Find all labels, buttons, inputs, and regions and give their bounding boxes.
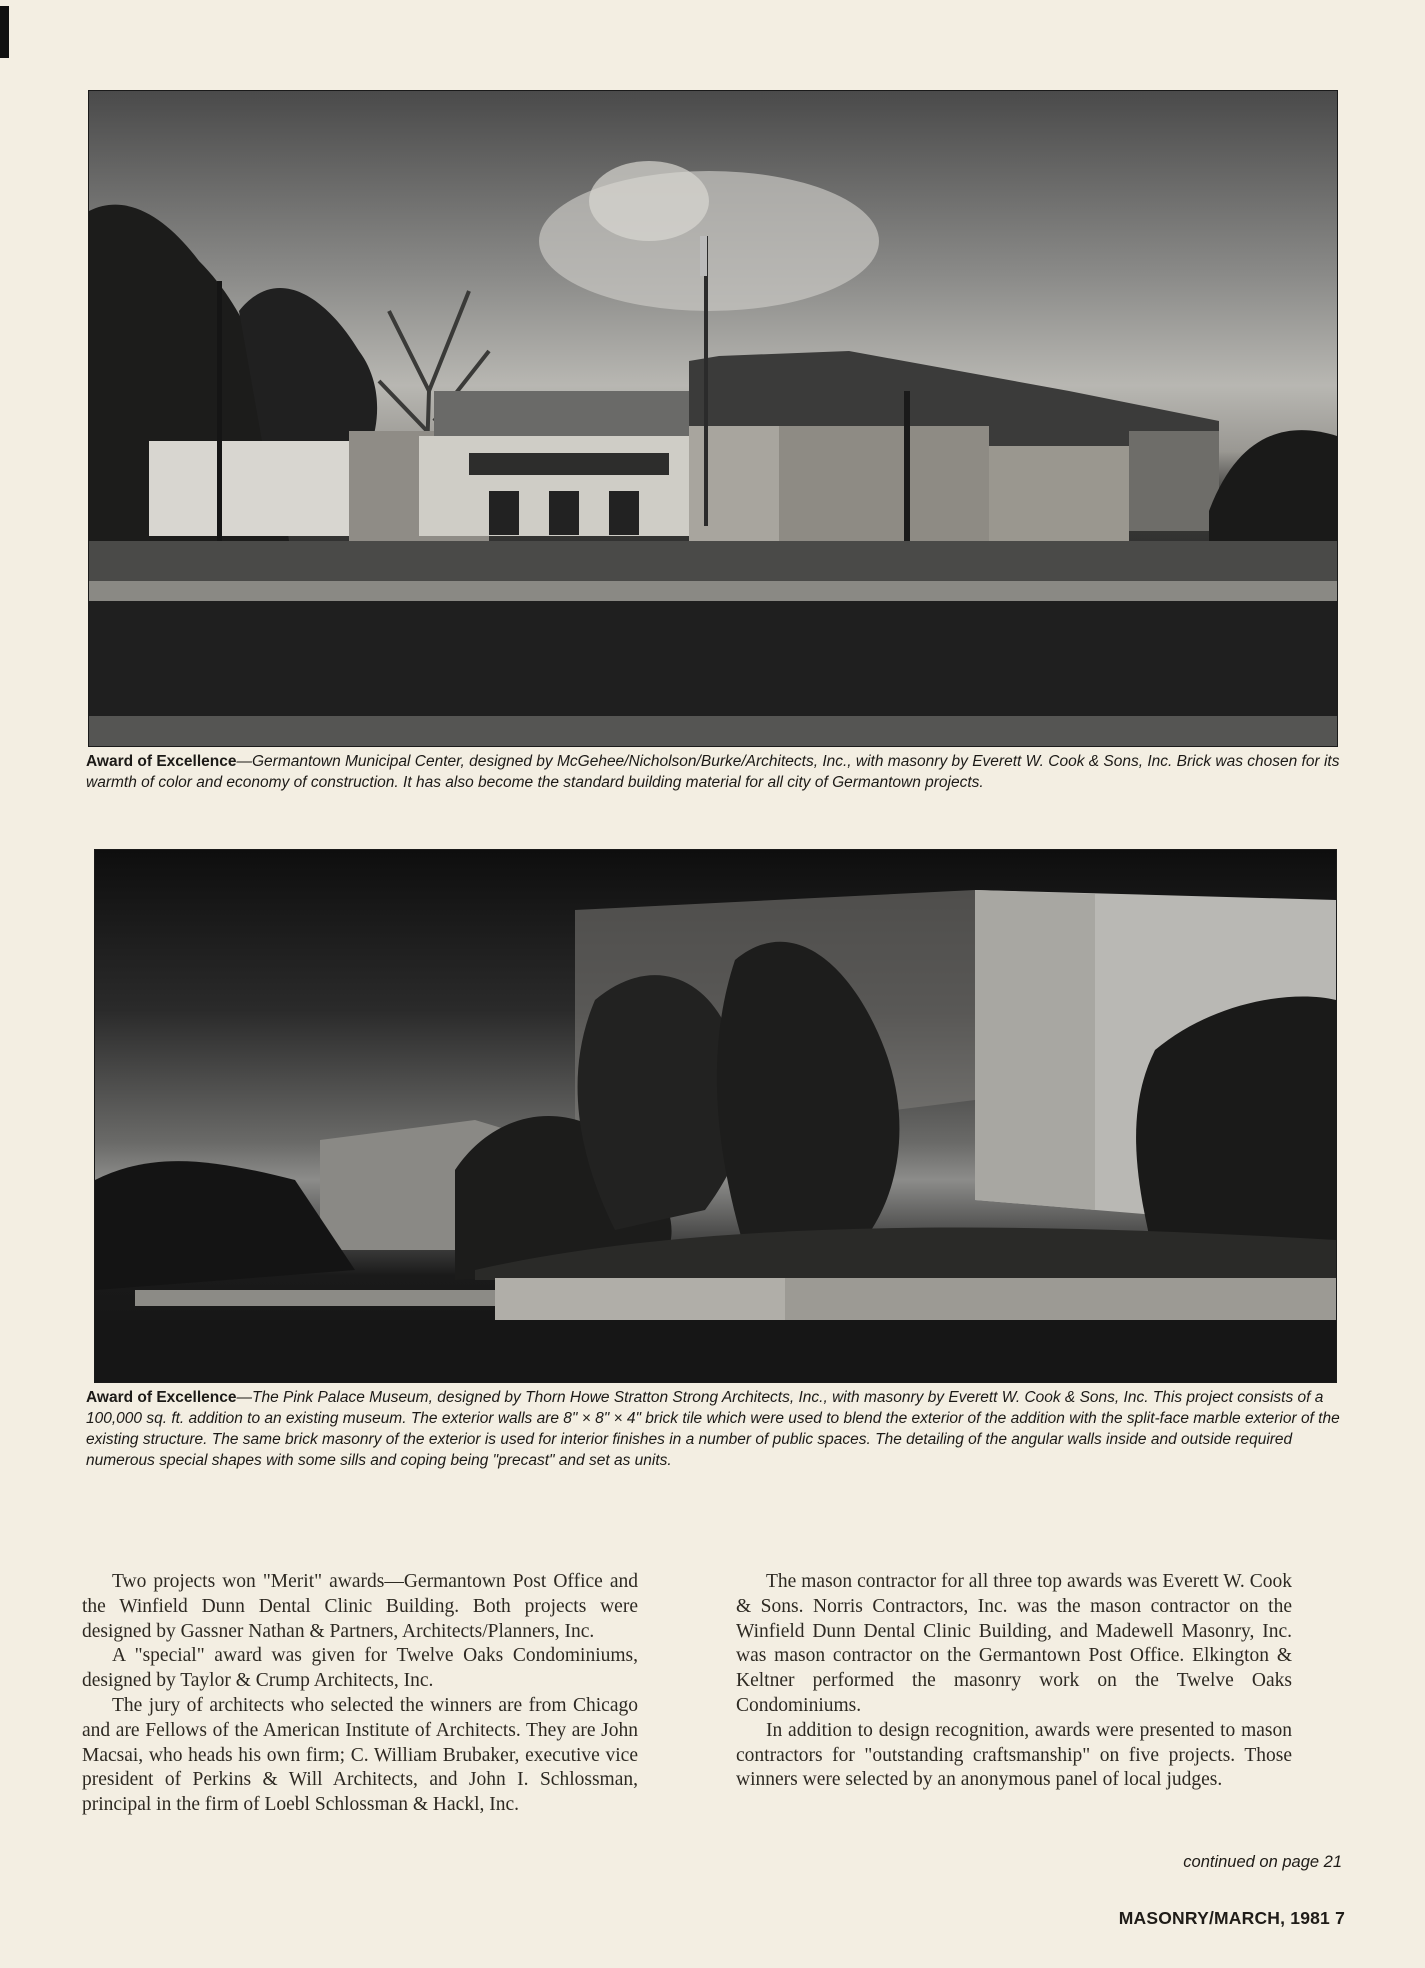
body-column-left: [82, 1570, 638, 1818]
page-number: 7: [1335, 1908, 1345, 1928]
caption-text: —The Pink Palace Museum, designed by Thorn Howe Stratton Strong Architects, Inc., with masonry by Everett W. Cook & Sons, Inc. This project consists of a 100,000 sq. ft. addition to an existing museum. The exterior walls are 8" × 8" × 4" brick tile which were used to blend the exterior of the addition with the split-face marble exterior of the existing structure. The same brick masonry of the exterior is used for interior finishes in a number of public spaces. The detailing of the angular walls inside and outside required numerous special shapes with some sills and coping being "precast" and set as units.: [86, 1389, 1340, 1469]
page-edge-mark: [0, 6, 9, 58]
photo-caption-germantown: [86, 751, 1346, 793]
paragraph: A "special" award was given for Twelve Oaks Condominiums, designed by Taylor & Crump Architects, Inc.: [82, 1645, 638, 1692]
caption-text: —Germantown Municipal Center, designed by McGehee/Nicholson/Burke/Architects, Inc., with masonry by Everett W. Cook & Sons, Inc. Brick was chosen for its warmth of color and economy of construction. It has also become the standard building material for all city of Germantown projects.: [86, 753, 1340, 791]
continued-note: continued on page 21: [1183, 1853, 1342, 1871]
paragraph: The jury of architects who selected the winners are from Chicago and are Fellows of the American Institute of Architects. They are John Macsai, who heads his own firm; C. William Brubaker, executive vice president of Perkins & Will Architects, and John I. Schlossman, principal in the firm of Loebl Schlossman & Hackl, Inc.: [82, 1694, 638, 1816]
paragraph: The mason contractor for all three top awards was Everett W. Cook & Sons. Norris Contractors, Inc. was the mason contractor on the Winfield Dunn Dental Clinic Building, and Madewell Masonry, Inc. was mason contractor on the Germantown Post Office. Elkington & Keltner performed the masonry work on the Twelve Oaks Condominiums.: [736, 1571, 1292, 1716]
photo-caption-pink-palace: [86, 1387, 1348, 1471]
body-column-right: [736, 1570, 1292, 1793]
paragraph: In addition to design recognition, awards were presented to mason contractors for "outstanding craftsmanship" on five projects. Those winners were selected by an anonymous panel of local judges.: [736, 1719, 1292, 1791]
page-footer: [1119, 1908, 1345, 1929]
caption-award-label: Award of Excellence: [86, 753, 237, 770]
photo-germantown-municipal-center: [88, 90, 1338, 747]
paragraph: Two projects won "Merit" awards—Germantown Post Office and the Winfield Dunn Dental Clinic Building. Both projects were designed by Gassner Nathan & Partners, Architects/Planners, Inc.: [82, 1571, 638, 1642]
magazine-issue: MASONRY/MARCH, 1981: [1118, 1908, 1330, 1928]
photo-pink-palace-museum: [94, 849, 1337, 1383]
caption-award-label: Award of Excellence: [86, 1389, 237, 1406]
